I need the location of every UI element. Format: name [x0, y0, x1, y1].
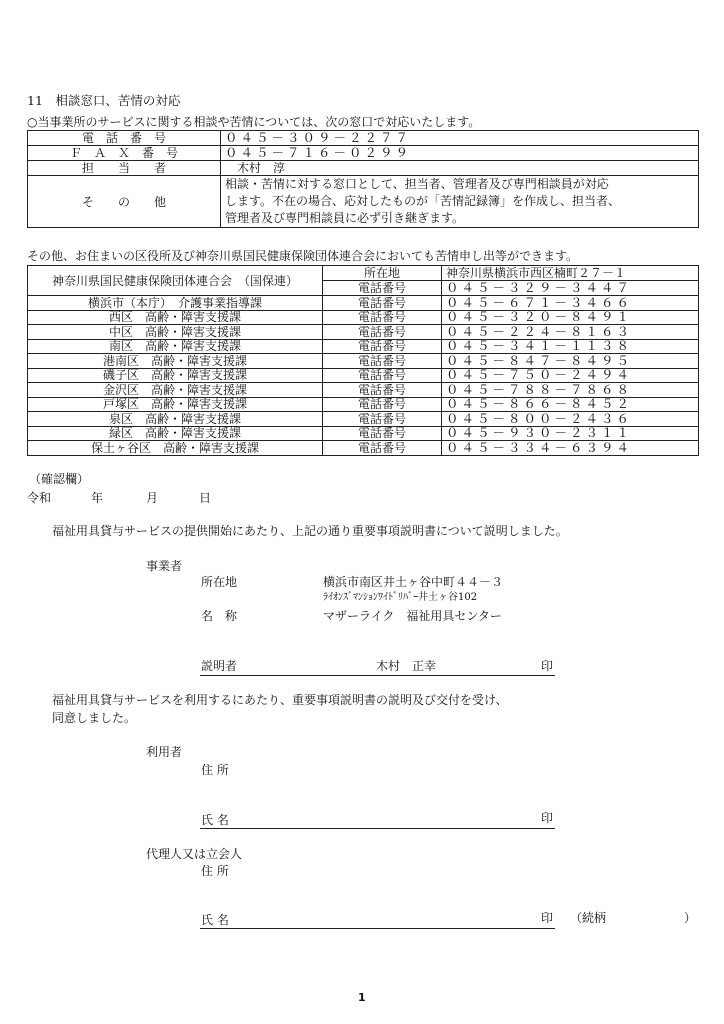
address-label: 所在地 — [323, 266, 442, 281]
office-name: 磯子区 高齢・障害支援課 — [28, 368, 323, 383]
date-day: 日 — [199, 491, 212, 505]
offices-table — [27, 265, 699, 456]
provider-name: マザーライク 福祉用具センター — [323, 609, 502, 623]
office-phone: ０４５－８００－２４３６ — [442, 412, 699, 427]
agent-signature-line — [200, 928, 555, 929]
office-row — [28, 296, 699, 311]
user-signature-line — [200, 828, 555, 829]
office-phone: ０４５－３４１－１１３８ — [442, 339, 699, 354]
phone-label: 電話番号 — [323, 281, 442, 296]
agent-relation-label: （続柄 — [570, 911, 607, 925]
statement-2-line1: 福祉用具貸与サービスを利用するにあたり、重要事項説明書の説明及び交付を受け、 — [52, 693, 508, 707]
fax-label: Ｆ Ａ Ｘ 番 号 — [28, 146, 221, 161]
office-row — [28, 383, 699, 398]
office-name: 西区 高齢・障害支援課 — [28, 310, 323, 325]
intro-text: ○当事業所のサービスに関する相談や苦情については、次の窓口で対応いたします。 — [27, 115, 481, 129]
provider-heading: 事業者 — [146, 559, 183, 573]
other-line: します。不在の場合、応対したものが「苦情記録簿」を作成し、担当者、 — [225, 194, 621, 208]
office-phone-label: 電話番号 — [323, 325, 442, 340]
provider-name-label: 名 称 — [201, 609, 238, 623]
agent-name-label: 氏 名 — [201, 913, 229, 927]
office-name: 緑区 高齢・障害支援課 — [28, 426, 323, 441]
office-phone-label: 電話番号 — [323, 296, 442, 311]
office-phone: ０４５－３３４－６３９４ — [442, 441, 699, 456]
office-name: 保土ヶ谷区 高齢・障害支援課 — [28, 441, 323, 456]
office-row — [28, 368, 699, 383]
office-phone: ０４５－７５０－２４９４ — [442, 368, 699, 383]
office-phone-label: 電話番号 — [323, 354, 442, 369]
office-phone: ０４５－２２４－８１６３ — [442, 325, 699, 340]
office-row — [28, 412, 699, 427]
office-phone-label: 電話番号 — [323, 339, 442, 354]
agent-relation-close: ） — [684, 911, 697, 925]
office-row — [28, 441, 699, 456]
office-phone-label: 電話番号 — [323, 383, 442, 398]
office-name: 南区 高齢・障害支援課 — [28, 339, 323, 354]
section-title: 11 相談窓口、苦情の対応 — [27, 93, 181, 108]
office-name: 泉区 高齢・障害支援課 — [28, 412, 323, 427]
office-phone: ０４５－６７１－３４６６ — [442, 296, 699, 311]
office-name: 金沢区 高齢・障害支援課 — [28, 383, 323, 398]
explainer-seal: 印 — [541, 659, 554, 673]
office-phone: ０４５－７８８－７８６８ — [442, 383, 699, 398]
phone-value: ０４５－３２９－３４４７ — [442, 281, 699, 296]
office-row — [28, 339, 699, 354]
provider-address-line1: 横浜市南区井土ヶ谷中町４４－３ — [323, 575, 504, 589]
office-phone: ０４５－８６６－８４５２ — [442, 397, 699, 412]
office-name: 中区 高齢・障害支援課 — [28, 325, 323, 340]
explainer-signature-line — [200, 675, 555, 676]
agent-heading: 代理人又は立会人 — [146, 847, 243, 861]
office-phone-label: 電話番号 — [323, 441, 442, 456]
office-phone: ０４５－８４７－８４９５ — [442, 354, 699, 369]
office-phone: ０４５－９３０－２３１１ — [442, 426, 699, 441]
other-line: 管理者及び専門相談員に必ず引き継ぎます。 — [225, 211, 465, 225]
office-row — [28, 354, 699, 369]
office-row — [28, 397, 699, 412]
office-phone-label: 電話番号 — [323, 310, 442, 325]
user-name-label: 氏 名 — [201, 813, 229, 827]
date-era: 令和 — [27, 491, 52, 505]
agent-address-label: 住 所 — [201, 864, 229, 878]
date-year: 年 — [91, 491, 104, 505]
person-label: 担 当 者 — [28, 161, 221, 176]
provider-address-line2: ﾗｲｵﾝｽﾞﾏﾝｼｮﾝﾜｲﾄﾞﾘﾊﾞｰ井土ヶ谷102 — [323, 592, 478, 603]
agent-seal: 印 — [541, 911, 554, 925]
office-name: 港南区 高齢・障害支援課 — [28, 354, 323, 369]
phone-value: ０４５－３０９－２２７７ — [221, 131, 699, 146]
date-month: 月 — [146, 491, 159, 505]
office-name: 戸塚区 高齢・障害支援課 — [28, 397, 323, 412]
provider-address-label: 所在地 — [201, 575, 238, 589]
contact-table — [27, 130, 699, 228]
office-phone-label: 電話番号 — [323, 426, 442, 441]
person-value: 木村 淳 — [221, 161, 699, 176]
page-number: 1 — [358, 991, 366, 1004]
other-intro: その他、お住まいの区役所及び神奈川県国民健康保険団体連合会においても苦情申し出等ができます。 — [27, 249, 579, 263]
office-name: 横浜市（本庁） 介護事業指導課 — [28, 296, 323, 311]
explainer-label: 説明者 — [201, 659, 238, 673]
office-row — [28, 310, 699, 325]
explainer-name: 木村 正幸 — [376, 659, 437, 673]
confirm-label: （確認欄） — [29, 472, 90, 486]
fax-value: ０４５－７１６－０２９９ — [221, 146, 699, 161]
user-address-label: 住 所 — [201, 763, 229, 777]
office-row — [28, 426, 699, 441]
kokuhoren-name: 神奈川県国民健康保険団体連合会 （国保連） — [28, 266, 323, 296]
other-line: 相談・苦情に対する窓口として、担当者、管理者及び専門相談員が対応 — [225, 177, 609, 191]
other-description — [221, 176, 699, 228]
office-rows — [28, 296, 699, 456]
office-phone-label: 電話番号 — [323, 412, 442, 427]
office-phone-label: 電話番号 — [323, 397, 442, 412]
statement-1: 福祉用具貸与サービスの提供開始にあたり、上記の通り重要事項説明書について説明しました。 — [52, 524, 568, 538]
office-row — [28, 325, 699, 340]
user-seal: 印 — [541, 811, 554, 825]
office-phone-label: 電話番号 — [323, 368, 442, 383]
phone-label: 電 話 番 号 — [28, 131, 221, 146]
other-label: そ の 他 — [28, 176, 221, 228]
address-value: 神奈川県横浜市西区楠町２７－１ — [442, 266, 699, 281]
office-phone: ０４５－３２０－８４９１ — [442, 310, 699, 325]
statement-2-line2: 同意しました。 — [52, 711, 137, 725]
user-heading: 利用者 — [146, 745, 183, 759]
